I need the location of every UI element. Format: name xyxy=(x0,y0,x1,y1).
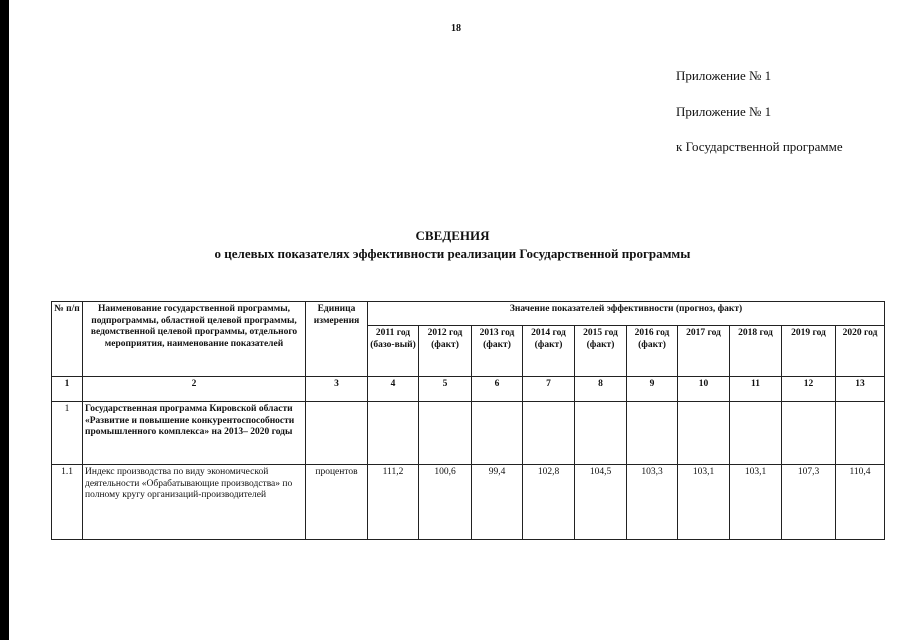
column-number: 5 xyxy=(419,377,472,402)
column-number-row xyxy=(52,377,885,402)
row-unit: процентов xyxy=(306,465,368,540)
row-name: Государственная программа Кировской области «Развитие и повышение конкурентоспособности промышленного комплекса» на 2013– 2020 годы xyxy=(83,402,306,465)
row-value: 100,6 xyxy=(419,465,472,540)
column-number: 6 xyxy=(472,377,523,402)
header-year: 2015 год (факт) xyxy=(575,326,627,377)
row-value: 104,5 xyxy=(575,465,627,540)
table-row xyxy=(52,402,885,465)
row-value xyxy=(575,402,627,465)
row-value xyxy=(627,402,678,465)
table-row xyxy=(52,465,885,540)
column-number: 13 xyxy=(836,377,885,402)
column-number: 3 xyxy=(306,377,368,402)
document-title: СВЕДЕНИЯ xyxy=(415,228,490,243)
appendix-label-2: Приложение № 1 xyxy=(676,104,772,119)
row-value: 111,2 xyxy=(368,465,419,540)
column-number: 8 xyxy=(575,377,627,402)
column-number: 11 xyxy=(730,377,782,402)
column-number: 2 xyxy=(83,377,306,402)
header-year: 2020 год xyxy=(836,326,885,377)
row-value: 103,1 xyxy=(730,465,782,540)
row-value xyxy=(836,402,885,465)
row-value: 102,8 xyxy=(523,465,575,540)
column-number: 1 xyxy=(52,377,83,402)
page-number: 18 xyxy=(451,23,461,34)
row-name: Индекс производства по виду экономической деятельности «Обрабатывающие производства» по полному кругу организаций-производителей xyxy=(83,465,306,540)
row-value: 103,3 xyxy=(627,465,678,540)
header-year: 2019 год xyxy=(782,326,836,377)
row-value: 99,4 xyxy=(472,465,523,540)
row-value xyxy=(730,402,782,465)
row-value: 107,3 xyxy=(782,465,836,540)
header-year: 2017 год xyxy=(678,326,730,377)
column-number: 10 xyxy=(678,377,730,402)
appendix-reference: к Государственной программе xyxy=(676,139,843,154)
column-number: 7 xyxy=(523,377,575,402)
header-year: 2018 год xyxy=(730,326,782,377)
header-year: 2014 год (факт) xyxy=(523,326,575,377)
header-year: 2016 год (факт) xyxy=(627,326,678,377)
column-number: 9 xyxy=(627,377,678,402)
header-unit: Единица измерения xyxy=(306,302,368,377)
row-num: 1 xyxy=(52,402,83,465)
row-value xyxy=(782,402,836,465)
header-values-group: Значение показателей эффективности (прогноз, факт) xyxy=(368,302,885,326)
row-value xyxy=(419,402,472,465)
header-year: 2013 год (факт) xyxy=(472,326,523,377)
header-name: Наименование государственной программы, подпрограммы, областной целевой программы, ведомственной целевой программы, отдельного мероприятия, наименование показателей xyxy=(83,302,306,377)
row-value xyxy=(523,402,575,465)
row-value xyxy=(678,402,730,465)
scan-edge-bar xyxy=(0,0,9,640)
row-value xyxy=(368,402,419,465)
header-num: № п/п xyxy=(52,302,83,377)
row-value xyxy=(472,402,523,465)
row-unit xyxy=(306,402,368,465)
header-year: 2011 год (базо-вый) xyxy=(368,326,419,377)
header-year: 2012 год (факт) xyxy=(419,326,472,377)
column-number: 4 xyxy=(368,377,419,402)
row-value: 103,1 xyxy=(678,465,730,540)
appendix-label-1: Приложение № 1 xyxy=(676,68,772,83)
row-value: 110,4 xyxy=(836,465,885,540)
column-number: 12 xyxy=(782,377,836,402)
document-subtitle: о целевых показателях эффективности реализации Государственной программы xyxy=(214,246,691,261)
indicators-table xyxy=(51,301,885,540)
header-row-1 xyxy=(52,302,885,326)
row-num: 1.1 xyxy=(52,465,83,540)
